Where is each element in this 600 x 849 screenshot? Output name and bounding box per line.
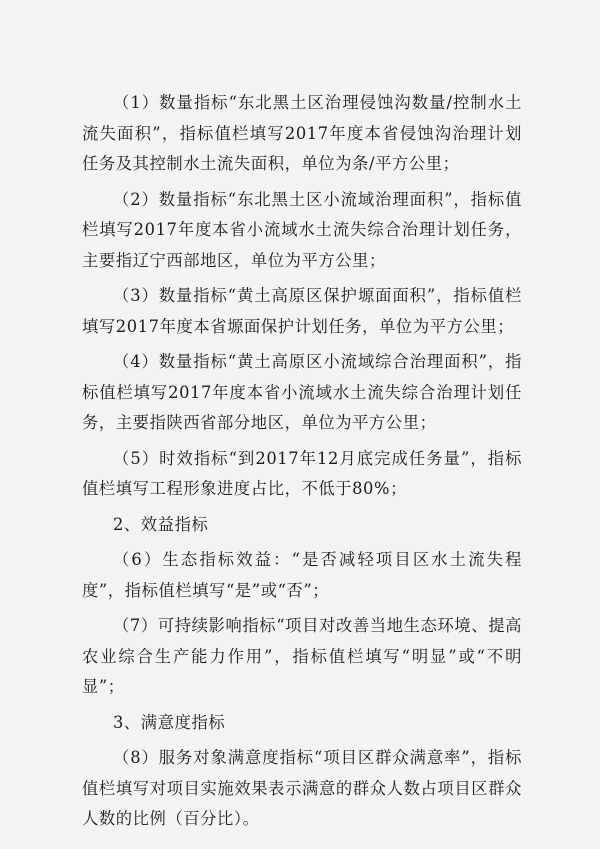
section-heading-satisfaction: 3、满意度指标: [112, 712, 226, 732]
paragraph-item-6: （6）生态指标效益：“是否减轻项目区水土流失程度”，指标值栏填写“是”或“否”；: [82, 550, 522, 600]
section-heading-benefit: 2、效益指标: [112, 514, 209, 534]
paragraph-item-7: （7）可持续影响指标“项目对改善当地生态环境、提高农业综合生产能力作用”，指标值栏填写“明显”或“不明显”；: [82, 616, 522, 696]
paragraph-item-1: （1）数量指标“东北黑土区治理侵蚀沟数量/控制水土流失面积”，指标值栏填写2017年度本省侵蚀沟治理计划任务及其控制水土流失面积，单位为条/平方公里；: [82, 93, 522, 173]
document-body: [82, 88, 522, 835]
paragraph-item-2: （2）数量指标“东北黑土区小流域治理面积”，指标值栏填写2017年度本省小流域水土流失综合治理计划任务，主要指辽宁西部地区，单位为平方公里；: [82, 189, 522, 270]
paragraph-item-8: （8）服务对象满意度指标“项目区群众满意率”，指标值栏填写对项目实施效果表示满意的群众人数占项目区群众人数的比例（百分比）。: [82, 748, 522, 828]
paragraph-item-4: （4）数量指标“黄土高原区小流域综合治理面积”，指标值栏填写2017年度本省小流域水土流失综合治理计划任务，主要指陕西省部分地区，单位为平方公里；: [82, 352, 522, 432]
paragraph-item-3: （3）数量指标“黄土高原区保护塬面面积”，指标值栏填写2017年度本省塬面保护计划任务，单位为平方公里；: [82, 286, 522, 336]
paragraph-item-5: （5）时效指标“到2017年12月底完成任务量”，指标值栏填写工程形象进度占比，不低于80%；: [82, 448, 522, 498]
